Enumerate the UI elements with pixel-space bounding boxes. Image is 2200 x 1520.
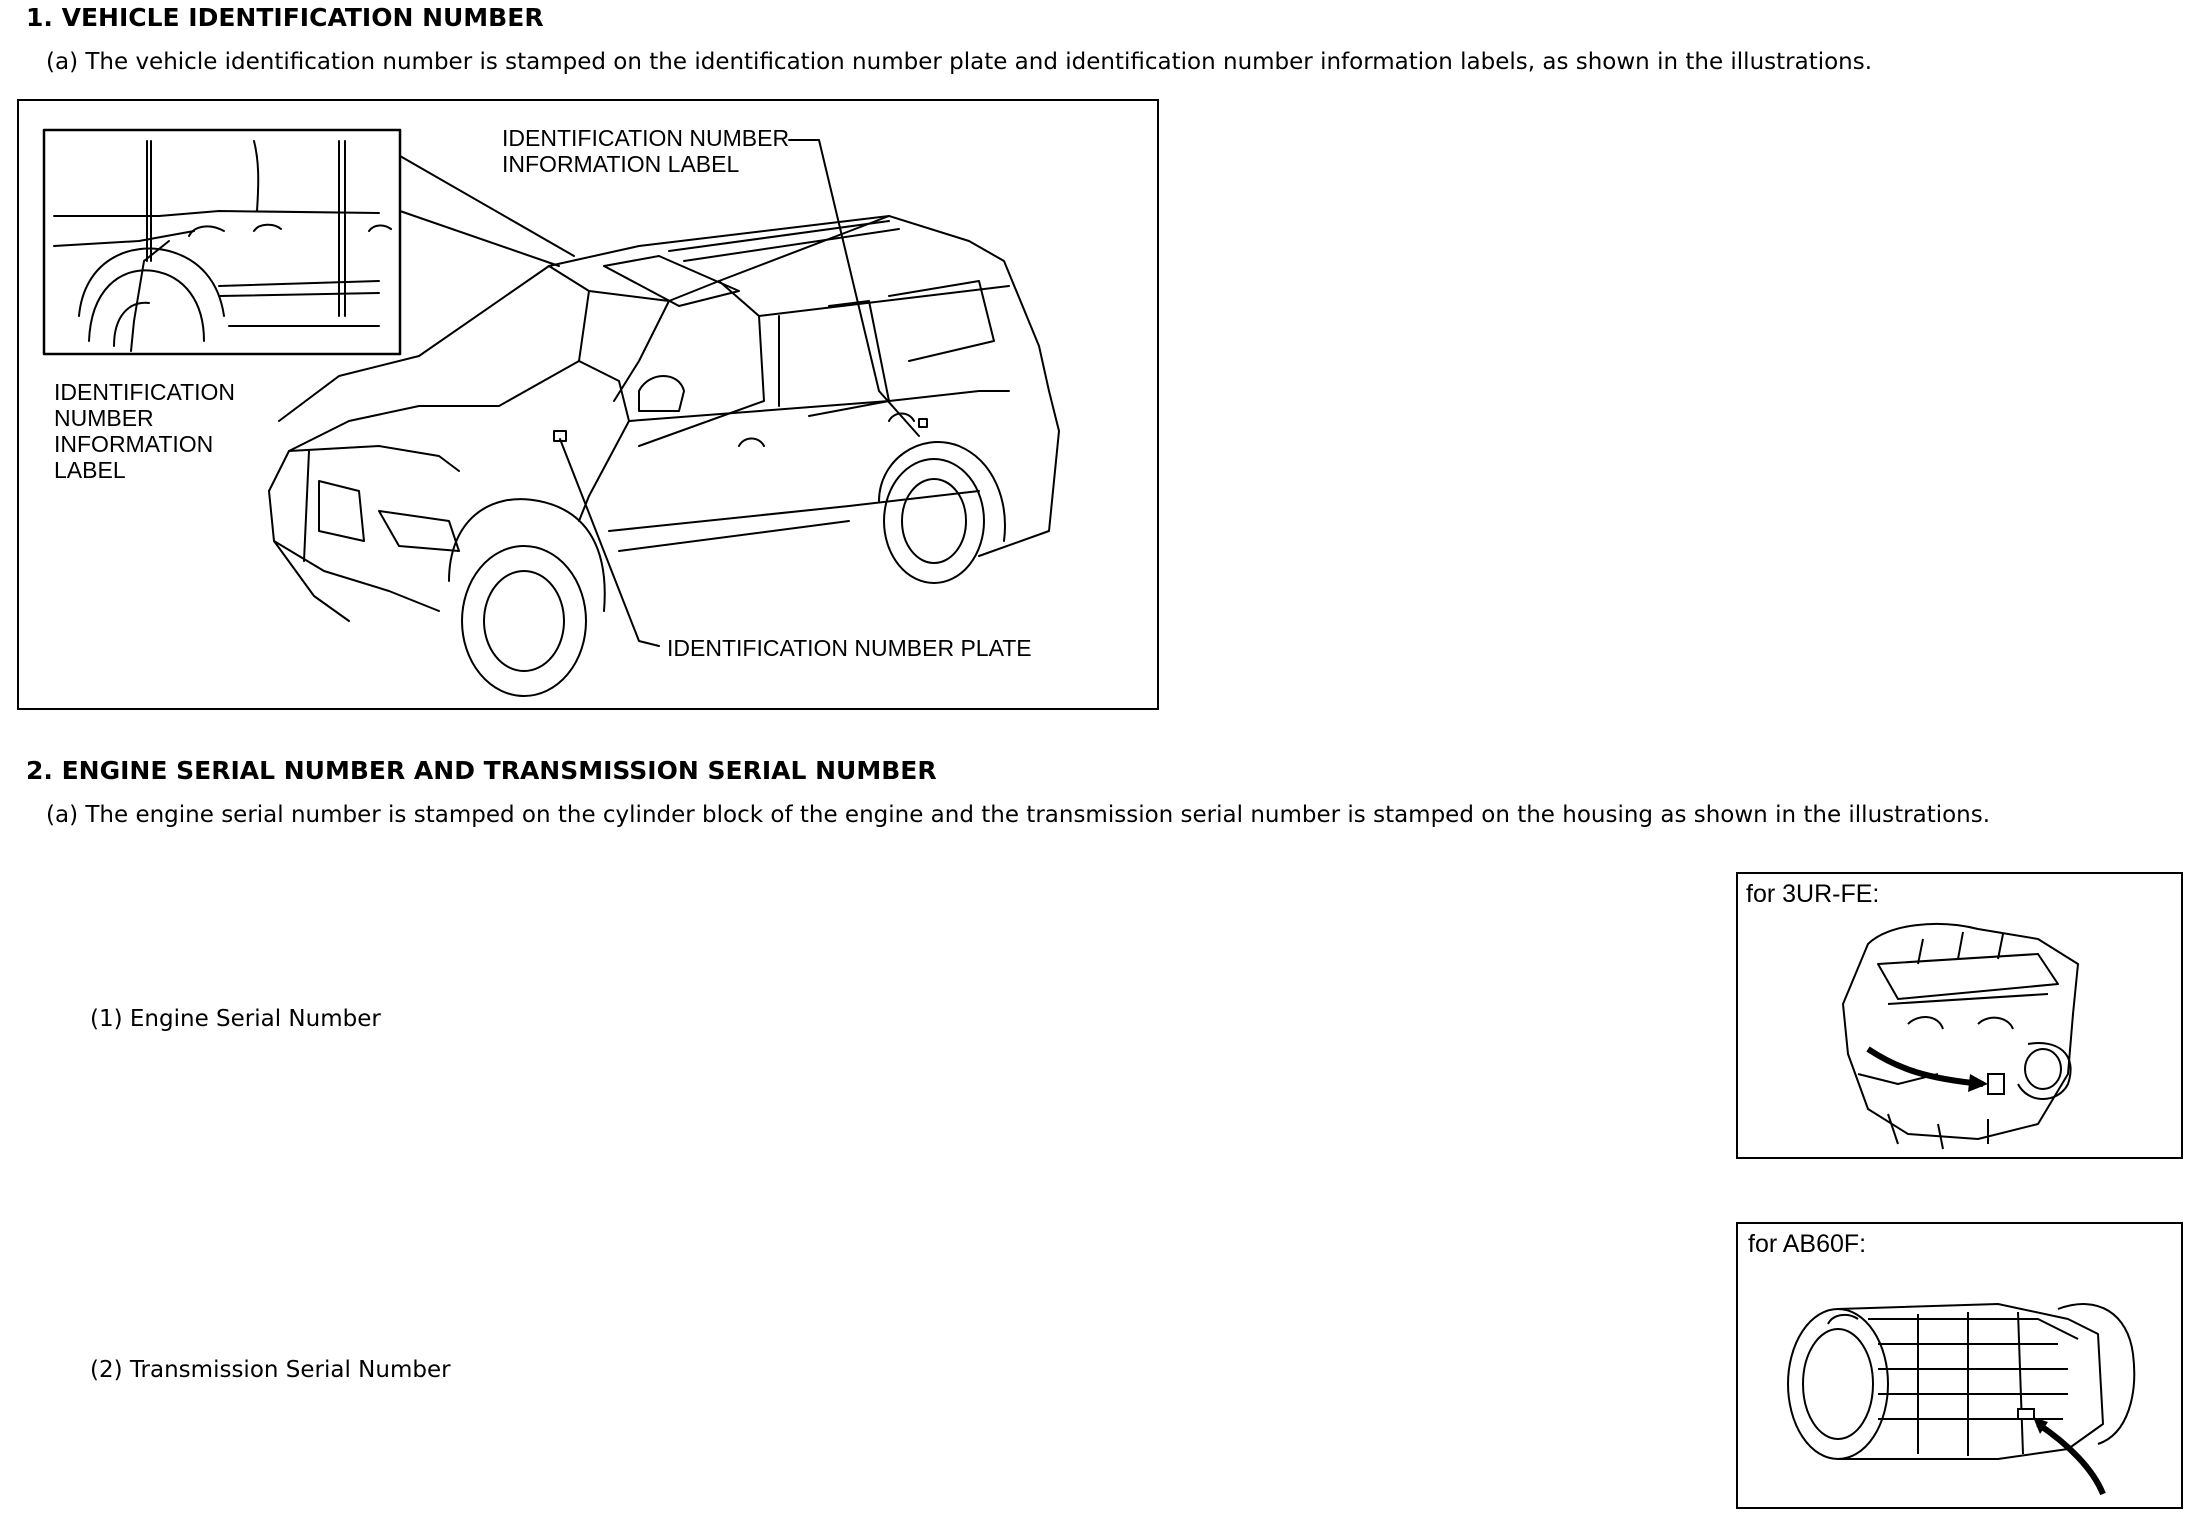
label-id-plate: IDENTIFICATION NUMBER PLATE — [667, 635, 1032, 661]
label-info-label-left-1: IDENTIFICATION — [54, 379, 236, 405]
engine-illustration — [1736, 872, 2183, 1159]
label-info-label-left-3: INFORMATION — [54, 431, 214, 457]
label-info-label-left-4: LABEL — [54, 457, 126, 483]
label-info-label-top-2: INFORMATION LABEL — [502, 151, 740, 177]
engine-serial-label: (1) Engine Serial Number — [90, 1006, 381, 1032]
section-1-paragraph: (a) The vehicle identification number is stamped on the identification number plate and identification number information labels, as shown in the illustrations. — [46, 49, 1873, 75]
transmission-drawing — [1738, 1224, 2185, 1511]
section-1-heading: 1. VEHICLE IDENTIFICATION NUMBER — [26, 3, 544, 32]
engine-drawing — [1738, 874, 2185, 1161]
transmission-illustration — [1736, 1222, 2183, 1509]
vehicle-illustration — [17, 99, 1159, 710]
section-2-paragraph: (a) The engine serial number is stamped on the cylinder block of the engine and the transmission serial number is stamped on the housing as shown in the illustrations. — [46, 802, 1991, 828]
inset-frame — [44, 130, 400, 354]
label-info-label-left-2: NUMBER — [54, 405, 154, 431]
transmission-serial-label: (2) Transmission Serial Number — [90, 1357, 451, 1383]
transmission-figure-caption: for AB60F: — [1748, 1230, 1867, 1258]
section-2-heading: 2. ENGINE SERIAL NUMBER AND TRANSMISSION SERIAL NUMBER — [26, 756, 937, 785]
engine-figure-caption: for 3UR-FE: — [1746, 880, 1880, 908]
vehicle-drawing — [19, 101, 1161, 712]
label-info-label-top-1: IDENTIFICATION NUMBER — [502, 125, 790, 151]
